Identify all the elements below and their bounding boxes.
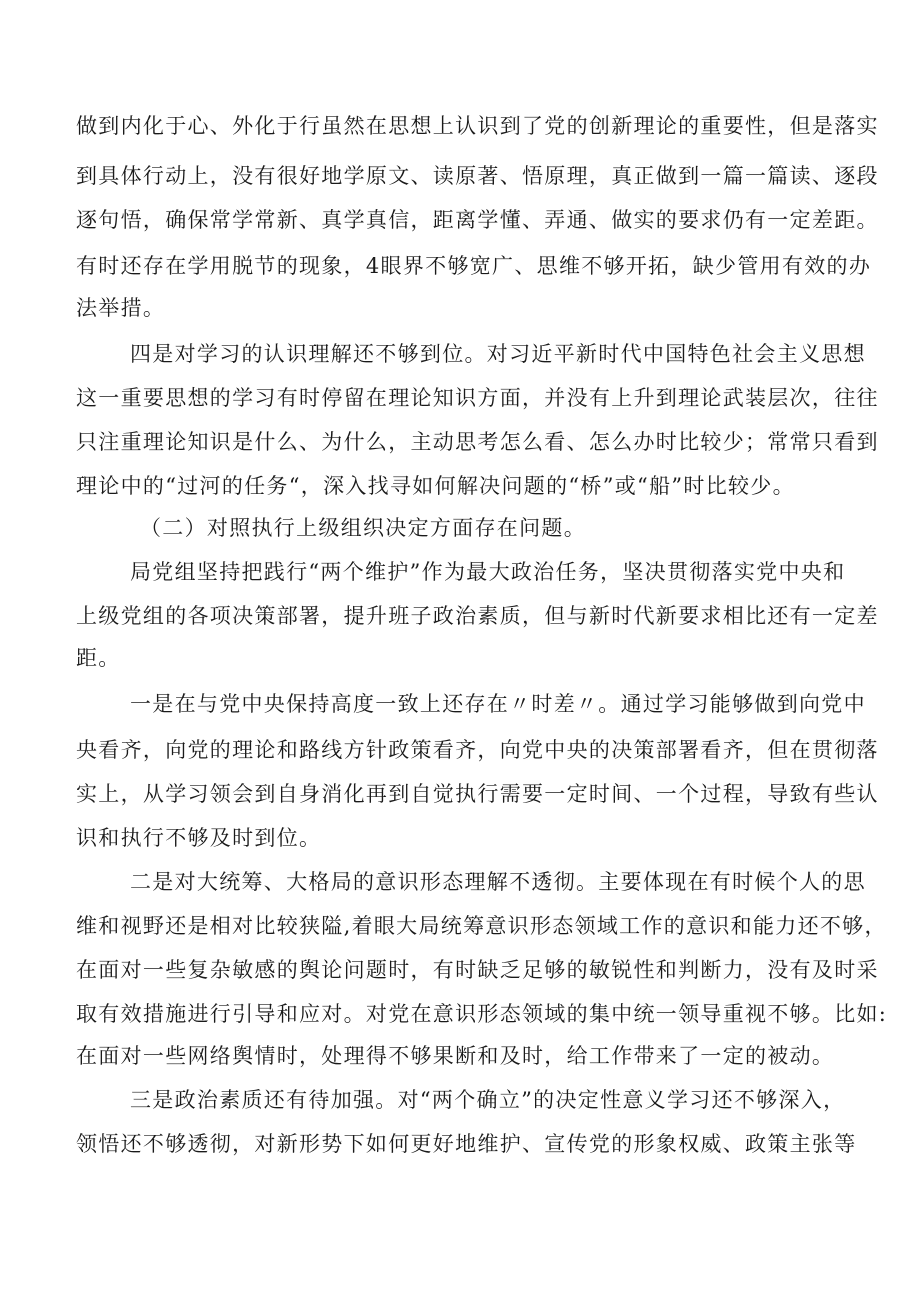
text-line — [0, 106, 920, 146]
line-text: 央看齐，向党的理论和路线方针政策看齐，向党中央的决策部署看齐，但在贯彻落 — [76, 738, 879, 762]
text-line — [0, 378, 920, 418]
line-text: 只注重理论知识是什么、为什么，主动思考怎么看、怎么办时比较少；常常只看到 — [76, 430, 879, 454]
paragraph-first-line — [0, 552, 920, 592]
text-line — [0, 638, 920, 678]
line-text: 取有效措施进行引导和应对。对党在意识形态领域的集中统一领导重视不够。比如: — [76, 1002, 888, 1026]
line-text: 理论中的“过河的任务“，深入找寻如何解决问题的“桥”或“船”时比较少。 — [76, 474, 795, 498]
line-text: 这一重要思想的学习有时停留在理论知识方面，并没有上升到理论武装层次，往往 — [76, 386, 879, 410]
line-text: 到具体行动上，没有很好地学原文、读原著、悟原理，真正做到一篇一篇读、逐段 — [76, 164, 879, 188]
line-text: 维和视野还是相对比较狭隘,着眼大局统筹意识形态领域工作的意识和能力还不够， — [76, 914, 887, 938]
line-text: 做到内化于心、外化于行虽然在思想上认识到了党的创新理论的重要性，但是落实 — [76, 114, 879, 138]
line-text: （二）对照执行上级组织决定方面存在问题。 — [140, 516, 586, 540]
text-line — [0, 422, 920, 462]
line-text: 在面对一些网络舆情时，处理得不够果断和及时，给工作带来了一定的被动。 — [76, 1044, 835, 1068]
text-line — [0, 906, 920, 946]
line-text: 一是在与党中央保持高度一致上还存在〃时差〃。通过学习能够做到向党中 — [130, 692, 866, 716]
text-line — [0, 200, 920, 240]
text-line — [0, 246, 920, 286]
text-line — [0, 950, 920, 990]
text-line — [0, 466, 920, 506]
line-text: 二是对大统筹、大格局的意识形态理解不透彻。主要体现在有时候个人的思 — [130, 870, 866, 894]
line-text: 实上，从学习领会到自身消化再到自觉执行需要一定时间、一个过程，导致有些认 — [76, 782, 879, 806]
text-line — [0, 818, 920, 858]
paragraph-first-line — [0, 334, 920, 374]
text-line — [0, 994, 920, 1034]
text-line — [0, 1124, 920, 1164]
text-line — [0, 156, 920, 196]
line-text: 局党组坚持把践行“两个维护”作为最大政治任务，坚决贯彻落实党中央和 — [130, 560, 846, 584]
line-text: 逐句悟，确保常学常新、真学真信，距离学懂、弄通、做实的要求仍有一定差距。 — [76, 208, 879, 232]
section-heading — [0, 508, 920, 548]
line-text: 上级党组的各项决策部署，提升班子政治素质，但与新时代新要求相比还有一定差 — [76, 604, 879, 628]
line-text: 有时还存在学用脱节的现象，4眼界不够宽广、思维不够开拓，缺少管用有效的办 — [76, 254, 872, 278]
text-line — [0, 1036, 920, 1076]
text-line — [0, 774, 920, 814]
line-text: 距。 — [76, 646, 121, 670]
paragraph-first-line — [0, 862, 920, 902]
line-text: 在面对一些复杂敏感的舆论问题时，有时缺乏足够的敏锐性和判断力，没有及时采 — [76, 958, 879, 982]
line-text: 四是对学习的认识理解还不够到位。对习近平新时代中国特色社会主义思想 — [130, 342, 866, 366]
paragraph-first-line — [0, 1080, 920, 1120]
line-text: 法举措。 — [76, 296, 166, 320]
text-line — [0, 730, 920, 770]
line-text: 领悟还不够透彻，对新形势下如何更好地维护、宣传党的形象权威、政策主张等 — [76, 1132, 857, 1156]
line-text: 识和执行不够及时到位。 — [76, 826, 322, 850]
text-line — [0, 596, 920, 636]
line-text: 三是政治素质还有待加强。对“两个确立”的决定性意义学习还不够深入， — [130, 1088, 846, 1112]
paragraph-first-line — [0, 684, 920, 724]
text-line — [0, 288, 920, 328]
